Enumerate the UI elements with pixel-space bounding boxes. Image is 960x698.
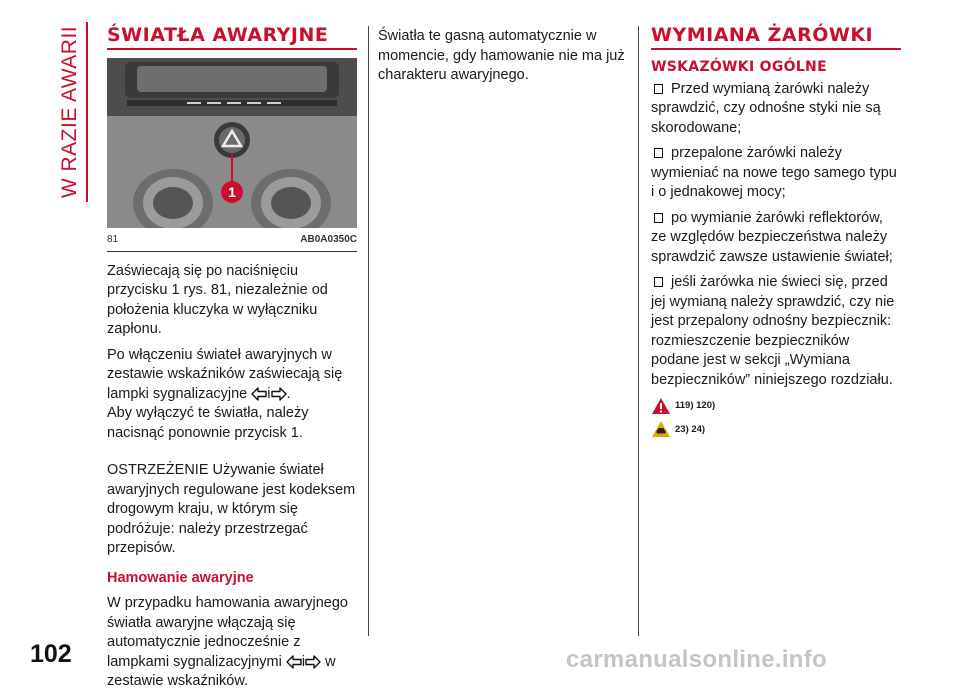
- list-item: Przed wymianą żarówki należy sprawdzić, czy odnośne styki nie są skorodowane;: [651, 80, 881, 136]
- paragraph-emergency-braking: W przypadku hamowania awaryjnego światła awaryjne włączają się automatycznie jednocześnie z lampkami sygnalizacyjnymi i w zestawie wskaźników.: [107, 595, 348, 689]
- column-left: [107, 24, 357, 698]
- checkbox-bullet-icon: [654, 148, 663, 158]
- chapter-rule: [86, 22, 88, 202]
- column-right: [651, 24, 901, 443]
- dashboard-photo: [107, 58, 357, 228]
- watermark: carmanualsonline.info: [566, 646, 828, 673]
- list-item: jeśli żarówka nie świeci się, przed jej wymianą należy sprawdzić, czy nie jest przepalony odnośny bezpiecznik: rozmieszczenie bezpieczników podane jest w sekcji „Wymiana bezpieczników” niniejszego rozdziału.: [651, 274, 895, 388]
- column-middle: [378, 24, 628, 92]
- chapter-title: W RAZIE AWARII: [58, 25, 82, 199]
- turn-left-arrow-icon: [251, 387, 267, 401]
- chapter-side-tab: [55, 22, 85, 202]
- section-title-hazard-lights: ŚWIATŁA AWARYJNE: [107, 24, 357, 50]
- callout-number: 1: [228, 184, 236, 200]
- paragraph-auto-off: Światła te gasną automatycznie w momencie, gdy hamowanie nie ma już charakteru awaryjnego.: [378, 28, 625, 83]
- turn-right-arrow-icon: [305, 655, 321, 669]
- figure-hazard-button: [107, 58, 357, 228]
- page-number: 102: [30, 640, 72, 668]
- checkbox-bullet-icon: [654, 84, 663, 94]
- car-caution-icon: [651, 420, 671, 438]
- warning-triangle-icon: [651, 397, 671, 415]
- checkbox-bullet-icon: [654, 277, 663, 287]
- paragraph-warning: OSTRZEŻENIE Używanie świateł awaryjnych regulowane jest kodeksem drogowym kraju, w którym się podróżuje: należy przestrzegać przepisów.: [107, 462, 356, 556]
- paragraph-activation: Zaświecają się po naciśnięciu przycisku 1 rys. 81, niezależnie od położenia kluczyka w wyłączniku zapłonu.: [107, 262, 328, 337]
- paragraph-indicators: Po włączeniu świateł awaryjnych w zestawie wskaźników zaświecają się lampki sygnalizacyjne i .: [107, 346, 343, 402]
- figure-number: 81: [107, 234, 119, 245]
- warning-reference: 119) 120): [651, 396, 901, 416]
- subsection-title-general: WSKAZÓWKI OGÓLNE: [651, 59, 827, 75]
- section-title-bulb-replacement: WYMIANA ŻARÓWKI: [651, 24, 901, 50]
- list-item: po wymianie żarówki reflektorów, ze względów bezpieczeństwa należy sprawdzić zawsze ustawienie świateł;: [651, 209, 893, 265]
- column-divider: [368, 26, 369, 636]
- list-item: przepalone żarówki należy wymieniać na nowe tego samego typu i o jednakowej mocy;: [651, 145, 897, 200]
- checkbox-bullet-icon: [654, 213, 663, 223]
- turn-right-arrow-icon: [271, 387, 287, 401]
- figure-code: AB0A0350C: [300, 234, 357, 245]
- column-divider: [638, 26, 639, 636]
- figure-caption: [107, 228, 357, 252]
- turn-left-arrow-icon: [286, 655, 302, 669]
- subheading-emergency-braking: Hamowanie awaryjne: [107, 569, 254, 586]
- paragraph-deactivation: Aby wyłączyć te światła, należy nacisnąć ponownie przycisk 1.: [107, 405, 309, 441]
- caution-reference: 23) 24): [651, 420, 901, 440]
